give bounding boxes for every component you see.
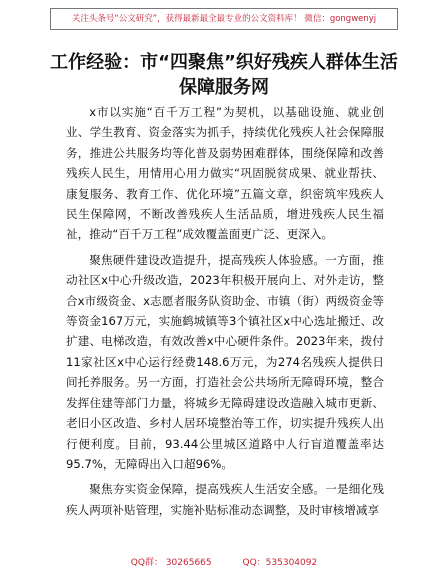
title-line-2: 保障服务网 (179, 77, 269, 98)
paragraph-1: x市以实施“百千万工程”为契机，以基础设施、就业创业、学生教育、资金落实为抓手，持续优化残疾人社会保障服务，推进公共服务均等化普及弱势困难群体，围绕保障和改善残疾人民生，用情用心用力做实“巩固脱贫成果、就业帮扶、康复服务、教育工作、优化环境”五篇文章，织密筑牢残疾人民生保障网，不断改善残疾人生活品质，增进残疾人民生福祉，推动“百千万工程”成效覆盖面更广泛、更深入。 (66, 105, 384, 242)
article-body (66, 102, 384, 525)
footer-qq: QQ：535304092 (242, 558, 318, 568)
footer (0, 555, 448, 568)
title-line-1: 工作经验：市“四聚焦”织好残疾人群体生活 (50, 52, 398, 73)
footer-qq-group: QQ群： 30265665 (130, 558, 212, 568)
paragraph-3: 聚焦夯实资金保障，提高残疾人生活安全感。一是细化残疾人两项补贴管理，实施补贴标准动态调整，及时审核增减享 (66, 482, 384, 517)
paragraph-2: 聚焦硬件建设改造提升，提高残疾人体验感。一方面，推动社区x中心升级改造，2023年积极开展向上、对外走访，整合x市级资金、x志愿者服务队资助金、市镇（街）两级资金等等资金167万元，实施鹤城镇等3个镇社区x中心选址搬迁、改扩建、电梯改造，有效改善x中心硬件条件。2023年来，拨付11家社区x中心运行经费148.6万元，为274名残疾人提供日间托养服务。另一方面，打造社会公共场所无障碍环境，整合发挥住建等部门力量，将城乡无障碍建设改造融入城市更新、老旧小区改造、乡村人居环境整治等工作，切实提升残疾人出行便利度。目前，93.44公里城区道路中人行盲道覆盖率达95.7%，无障碍出入口超96%。 (66, 252, 384, 471)
page-title (40, 50, 408, 100)
top-banner: 关注头条号“公文研究”，获得最新最全最专业的公文资料库！ 微信：gongwenyj (50, 8, 398, 30)
